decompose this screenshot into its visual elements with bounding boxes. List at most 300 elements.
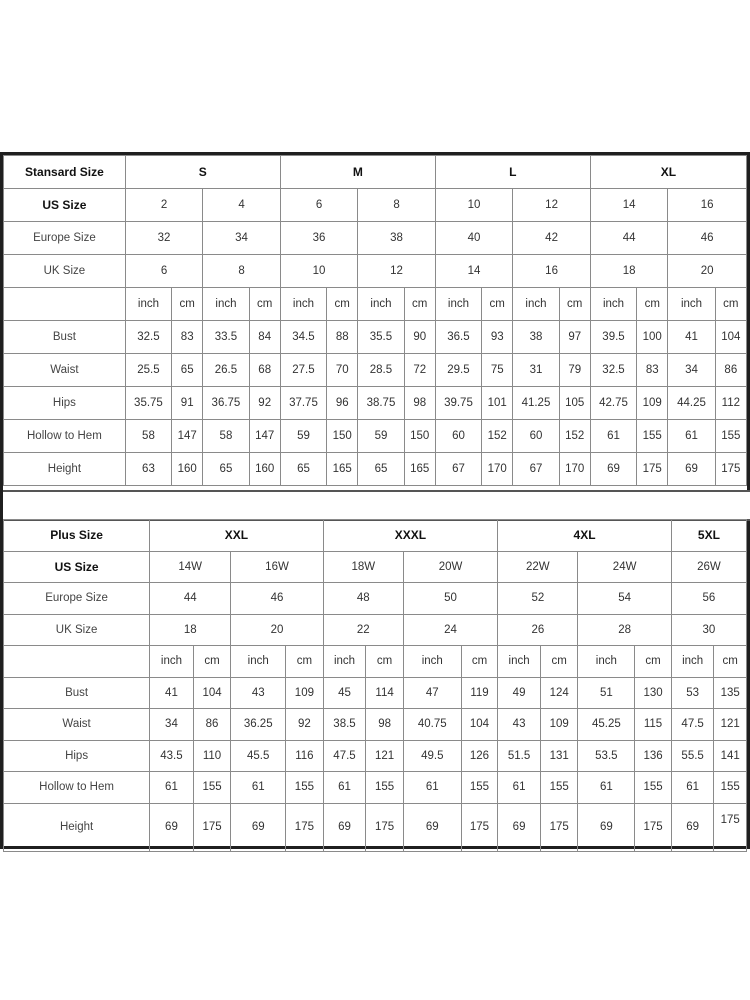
value-text: 36.25 bbox=[243, 718, 273, 731]
cm-value-cell bbox=[714, 677, 747, 709]
value-text: 155 bbox=[549, 781, 569, 794]
inch-value-cell bbox=[403, 709, 461, 741]
measure-row bbox=[4, 677, 747, 709]
inch-value-cell bbox=[280, 321, 326, 354]
value-text: 61 bbox=[425, 781, 439, 794]
inch-value-cell bbox=[280, 420, 326, 453]
value-text: 116 bbox=[295, 749, 314, 762]
table-separator bbox=[3, 490, 750, 521]
cm-value-cell bbox=[714, 803, 747, 851]
value-text: 92 bbox=[298, 718, 311, 731]
value-text: 124 bbox=[549, 686, 569, 699]
inch-value-cell bbox=[498, 803, 541, 851]
value-text: 152 bbox=[487, 430, 507, 442]
value-text: 152 bbox=[565, 430, 585, 442]
value-text: 175 bbox=[642, 463, 662, 475]
cm-value-cell bbox=[286, 740, 324, 772]
value-text: 67 bbox=[529, 463, 543, 475]
value-text: 65 bbox=[297, 463, 310, 475]
cm-value-cell bbox=[249, 420, 280, 453]
value-text: 98 bbox=[413, 397, 427, 409]
inch-value-cell bbox=[280, 354, 326, 387]
unit-cell: cm bbox=[482, 288, 513, 321]
cm-value-cell bbox=[637, 420, 668, 453]
unit-cell: cm bbox=[404, 288, 435, 321]
value-text: 45.5 bbox=[247, 749, 270, 762]
standard-group-row bbox=[4, 156, 747, 189]
value-text: 112 bbox=[721, 397, 740, 409]
unit-cell: inch bbox=[578, 646, 635, 678]
value-text: 28.5 bbox=[369, 364, 393, 376]
inch-value-cell bbox=[513, 420, 559, 453]
empty-cell bbox=[4, 646, 150, 678]
us-size-cell: 12 bbox=[513, 189, 591, 222]
cm-value-cell bbox=[172, 387, 203, 420]
value-text: 61 bbox=[686, 781, 700, 794]
uk-size-cell: 12 bbox=[358, 255, 436, 288]
us-size-cell: 16W bbox=[231, 551, 323, 583]
value-text: 59 bbox=[297, 430, 310, 442]
inch-value-cell bbox=[498, 677, 541, 709]
unit-cell: cm bbox=[327, 288, 358, 321]
value-text: 38.5 bbox=[333, 718, 356, 731]
value-text: 126 bbox=[469, 749, 490, 762]
eu-size-cell: 34 bbox=[203, 222, 281, 255]
row-label: Waist bbox=[4, 354, 126, 387]
cm-value-cell bbox=[559, 453, 590, 486]
value-text: 155 bbox=[202, 781, 222, 794]
unit-cell: cm bbox=[286, 646, 324, 678]
cm-value-cell bbox=[559, 321, 590, 354]
value-text: 170 bbox=[565, 463, 585, 475]
value-text: 110 bbox=[202, 749, 222, 762]
uk-size-cell: 8 bbox=[203, 255, 281, 288]
inch-value-cell bbox=[231, 803, 286, 851]
cm-value-cell bbox=[715, 453, 746, 486]
value-text: 32.5 bbox=[602, 364, 625, 376]
inch-value-cell bbox=[578, 740, 635, 772]
value-text: 43 bbox=[251, 686, 265, 699]
unit-cell: cm bbox=[461, 646, 498, 678]
standard-eu-row bbox=[4, 222, 747, 255]
inch-value-cell bbox=[358, 420, 404, 453]
empty-cell bbox=[4, 288, 126, 321]
value-text: 47.5 bbox=[333, 749, 356, 762]
cm-value-cell bbox=[714, 709, 747, 741]
unit-cell: inch bbox=[513, 288, 559, 321]
inch-value-cell bbox=[203, 321, 249, 354]
cm-value-cell bbox=[249, 453, 280, 486]
cm-value-cell bbox=[327, 420, 358, 453]
inch-value-cell bbox=[578, 772, 635, 804]
value-text: 51 bbox=[599, 686, 613, 699]
inch-value-cell bbox=[403, 803, 461, 851]
standard-uk-row bbox=[4, 255, 747, 288]
value-text: 101 bbox=[487, 397, 507, 409]
standard-us-row bbox=[4, 189, 747, 222]
value-text: 175 bbox=[202, 821, 222, 833]
inch-value-cell bbox=[403, 677, 461, 709]
value-text: 130 bbox=[643, 686, 663, 699]
value-text: 83 bbox=[645, 364, 659, 376]
cm-value-cell bbox=[404, 354, 435, 387]
measure-row bbox=[4, 420, 747, 453]
value-text: 69 bbox=[686, 821, 700, 833]
unit-cell: inch bbox=[280, 288, 326, 321]
value-text: 69 bbox=[599, 821, 613, 833]
inch-value-cell bbox=[435, 354, 481, 387]
measure-row bbox=[4, 803, 747, 851]
cm-value-cell bbox=[482, 453, 513, 486]
inch-value-cell bbox=[358, 387, 404, 420]
inch-value-cell bbox=[578, 803, 635, 851]
inch-value-cell bbox=[435, 420, 481, 453]
cm-value-cell bbox=[286, 803, 324, 851]
inch-value-cell bbox=[668, 453, 715, 486]
group-header: 5XL bbox=[671, 520, 746, 552]
group-header: M bbox=[280, 156, 435, 189]
value-text: 34 bbox=[685, 364, 698, 376]
value-text: 84 bbox=[258, 331, 272, 343]
value-text: 98 bbox=[378, 718, 391, 731]
value-text: 136 bbox=[643, 749, 663, 762]
us-size-cell: 14W bbox=[150, 551, 231, 583]
unit-cell: cm bbox=[249, 288, 280, 321]
cm-value-cell bbox=[404, 420, 435, 453]
value-text: 58 bbox=[219, 430, 233, 442]
row-label: Hips bbox=[4, 387, 126, 420]
value-text: 131 bbox=[549, 749, 569, 762]
value-text: 44.25 bbox=[677, 397, 706, 409]
value-text: 150 bbox=[332, 430, 352, 442]
inch-value-cell bbox=[513, 321, 559, 354]
inch-value-cell bbox=[668, 321, 715, 354]
value-text: 61 bbox=[165, 781, 178, 794]
value-text: 175 bbox=[469, 821, 490, 833]
cm-value-cell bbox=[635, 803, 672, 851]
value-text: 45 bbox=[338, 686, 351, 699]
value-text: 121 bbox=[374, 749, 395, 762]
value-text: 25.5 bbox=[137, 364, 160, 376]
row-label: Height bbox=[4, 453, 126, 486]
inch-value-cell bbox=[671, 677, 714, 709]
cm-value-cell bbox=[404, 387, 435, 420]
value-text: 114 bbox=[375, 686, 394, 699]
group-header: L bbox=[435, 156, 590, 189]
cm-value-cell bbox=[635, 677, 672, 709]
row-label: Bust bbox=[4, 677, 150, 709]
cm-value-cell bbox=[249, 321, 280, 354]
measure-row bbox=[4, 740, 747, 772]
inch-value-cell bbox=[435, 387, 481, 420]
eu-size-cell: 50 bbox=[403, 583, 497, 615]
cm-value-cell bbox=[366, 740, 404, 772]
inch-value-cell bbox=[203, 354, 249, 387]
row-label: Hollow to Hem bbox=[4, 772, 150, 804]
eu-size-cell: 54 bbox=[578, 583, 671, 615]
value-text: 41 bbox=[165, 686, 178, 699]
measure-row bbox=[4, 709, 747, 741]
value-text: 45.25 bbox=[591, 718, 621, 731]
inch-value-cell bbox=[590, 321, 636, 354]
uk-size-cell: 6 bbox=[125, 255, 203, 288]
value-text: 60 bbox=[452, 430, 465, 442]
inch-value-cell bbox=[435, 453, 481, 486]
inch-value-cell bbox=[323, 803, 366, 851]
cm-value-cell bbox=[404, 453, 435, 486]
value-text: 109 bbox=[549, 718, 569, 731]
eu-size-cell: 44 bbox=[150, 583, 231, 615]
cm-value-cell bbox=[637, 387, 668, 420]
inch-value-cell bbox=[150, 709, 194, 741]
inch-value-cell bbox=[150, 740, 194, 772]
unit-cell: inch bbox=[203, 288, 249, 321]
value-text: 115 bbox=[643, 718, 663, 731]
value-text: 75 bbox=[490, 364, 504, 376]
value-text: 175 bbox=[294, 821, 314, 833]
us-size-cell: 2 bbox=[125, 189, 203, 222]
plus-eu-row bbox=[4, 583, 747, 615]
value-text: 155 bbox=[294, 781, 314, 794]
value-text: 69 bbox=[251, 821, 265, 833]
cm-value-cell bbox=[461, 677, 498, 709]
cm-value-cell bbox=[714, 772, 747, 804]
eu-size-cell: 32 bbox=[125, 222, 203, 255]
value-text: 49.5 bbox=[421, 749, 444, 762]
cm-value-cell bbox=[172, 453, 203, 486]
inch-value-cell bbox=[125, 354, 171, 387]
group-header: XXXL bbox=[323, 520, 498, 552]
value-text: 147 bbox=[255, 430, 275, 442]
inch-value-cell bbox=[668, 420, 715, 453]
inch-value-cell bbox=[358, 354, 404, 387]
value-text: 40.75 bbox=[417, 718, 447, 731]
inch-value-cell bbox=[498, 772, 541, 804]
inch-value-cell bbox=[323, 677, 366, 709]
cm-value-cell bbox=[635, 740, 672, 772]
value-text: 100 bbox=[642, 331, 662, 343]
inch-value-cell bbox=[358, 453, 404, 486]
us-size-cell: 26W bbox=[671, 551, 746, 583]
cm-value-cell bbox=[286, 772, 324, 804]
cm-value-cell bbox=[714, 740, 747, 772]
us-size-cell: 10 bbox=[435, 189, 513, 222]
value-text: 121 bbox=[720, 718, 740, 731]
value-text: 61 bbox=[607, 430, 620, 442]
inch-value-cell bbox=[498, 709, 541, 741]
value-text: 69 bbox=[685, 463, 698, 475]
inch-value-cell bbox=[671, 709, 714, 741]
us-size-cell: 6 bbox=[280, 189, 358, 222]
plus-title: Plus Size bbox=[4, 520, 150, 552]
value-text: 59 bbox=[374, 430, 388, 442]
cm-value-cell bbox=[540, 677, 578, 709]
inch-value-cell bbox=[590, 354, 636, 387]
measure-row bbox=[4, 453, 747, 486]
cm-value-cell bbox=[540, 772, 578, 804]
value-text: 155 bbox=[374, 781, 395, 794]
value-text: 43.5 bbox=[160, 749, 183, 762]
value-text: 69 bbox=[338, 821, 351, 833]
eu-size-cell: 40 bbox=[435, 222, 513, 255]
row-label: US Size bbox=[4, 189, 126, 222]
plus-uk-row bbox=[4, 614, 747, 646]
inch-value-cell bbox=[403, 772, 461, 804]
us-size-cell: 20W bbox=[403, 551, 497, 583]
value-text: 61 bbox=[599, 781, 613, 794]
value-text: 70 bbox=[335, 364, 349, 376]
inch-value-cell bbox=[498, 740, 541, 772]
cm-value-cell bbox=[715, 420, 746, 453]
row-label: Europe Size bbox=[4, 222, 126, 255]
value-text: 29.5 bbox=[447, 364, 470, 376]
value-text: 91 bbox=[180, 397, 194, 409]
value-text: 61 bbox=[512, 781, 526, 794]
unit-cell: cm bbox=[637, 288, 668, 321]
inch-value-cell bbox=[671, 772, 714, 804]
value-text: 39.75 bbox=[444, 397, 473, 409]
inch-value-cell bbox=[671, 803, 714, 851]
inch-value-cell bbox=[358, 321, 404, 354]
unit-cell: inch bbox=[125, 288, 171, 321]
uk-size-cell: 10 bbox=[280, 255, 358, 288]
value-text: 104 bbox=[202, 686, 222, 699]
cm-value-cell bbox=[327, 354, 358, 387]
inch-value-cell bbox=[590, 387, 636, 420]
value-text: 55.5 bbox=[681, 749, 704, 762]
cm-value-cell bbox=[327, 453, 358, 486]
unit-cell: cm bbox=[715, 288, 746, 321]
inch-value-cell bbox=[323, 740, 366, 772]
value-text: 43 bbox=[512, 718, 526, 731]
unit-cell: inch bbox=[150, 646, 194, 678]
value-text: 92 bbox=[258, 397, 272, 409]
measure-row bbox=[4, 772, 747, 804]
value-text: 65 bbox=[374, 463, 388, 475]
value-text: 47 bbox=[425, 686, 439, 699]
inch-value-cell bbox=[590, 420, 636, 453]
plus-group-row bbox=[4, 520, 747, 552]
unit-cell: inch bbox=[498, 646, 541, 678]
uk-size-cell: 18 bbox=[150, 614, 231, 646]
inch-value-cell bbox=[231, 740, 286, 772]
row-label: UK Size bbox=[4, 614, 150, 646]
value-text: 41.25 bbox=[521, 397, 551, 409]
value-text: 65 bbox=[180, 364, 194, 376]
cm-value-cell bbox=[482, 387, 513, 420]
value-text: 69 bbox=[512, 821, 526, 833]
unit-cell: inch bbox=[231, 646, 286, 678]
value-text: 67 bbox=[452, 463, 465, 475]
value-text: 36.5 bbox=[447, 331, 470, 343]
cm-value-cell bbox=[540, 803, 578, 851]
cm-value-cell bbox=[193, 709, 231, 741]
value-text: 175 bbox=[374, 821, 395, 833]
value-text: 49 bbox=[512, 686, 526, 699]
value-text: 88 bbox=[335, 331, 349, 343]
inch-value-cell bbox=[513, 387, 559, 420]
unit-cell: cm bbox=[540, 646, 578, 678]
cm-value-cell bbox=[461, 709, 498, 741]
eu-size-cell: 48 bbox=[323, 583, 403, 615]
inch-value-cell bbox=[323, 709, 366, 741]
inch-value-cell bbox=[231, 772, 286, 804]
inch-value-cell bbox=[125, 321, 171, 354]
unit-cell: inch bbox=[671, 646, 714, 678]
cm-value-cell bbox=[193, 803, 231, 851]
value-text: 31 bbox=[529, 364, 543, 376]
unit-cell: inch bbox=[403, 646, 461, 678]
uk-size-cell: 14 bbox=[435, 255, 513, 288]
us-size-cell: 18W bbox=[323, 551, 403, 583]
value-text: 147 bbox=[177, 430, 197, 442]
unit-cell: inch bbox=[435, 288, 481, 321]
value-text: 39.5 bbox=[602, 331, 625, 343]
group-header: 4XL bbox=[498, 520, 672, 552]
value-text: 155 bbox=[643, 781, 663, 794]
uk-size-cell: 20 bbox=[231, 614, 323, 646]
value-text: 135 bbox=[720, 686, 740, 699]
uk-size-cell: 28 bbox=[578, 614, 671, 646]
us-size-cell: 14 bbox=[590, 189, 668, 222]
standard-size-table bbox=[3, 155, 747, 486]
value-text: 69 bbox=[607, 463, 620, 475]
eu-size-cell: 38 bbox=[358, 222, 436, 255]
plus-us-row bbox=[4, 551, 747, 583]
value-text: 53.5 bbox=[595, 749, 618, 762]
measure-row bbox=[4, 321, 747, 354]
value-text: 65 bbox=[219, 463, 233, 475]
value-text: 37.75 bbox=[289, 397, 318, 409]
inch-value-cell bbox=[668, 387, 715, 420]
size-chart bbox=[0, 152, 750, 849]
value-text: 27.5 bbox=[292, 364, 315, 376]
measure-row bbox=[4, 354, 747, 387]
value-text: 79 bbox=[568, 364, 582, 376]
cm-value-cell bbox=[540, 709, 578, 741]
cm-value-cell bbox=[286, 677, 324, 709]
value-text: 155 bbox=[642, 430, 662, 442]
cm-value-cell bbox=[559, 354, 590, 387]
eu-size-cell: 46 bbox=[231, 583, 323, 615]
cm-value-cell bbox=[172, 354, 203, 387]
uk-size-cell: 22 bbox=[323, 614, 403, 646]
cm-value-cell bbox=[637, 354, 668, 387]
us-size-cell: 16 bbox=[668, 189, 747, 222]
inch-value-cell bbox=[403, 740, 461, 772]
cm-value-cell bbox=[327, 321, 358, 354]
inch-value-cell bbox=[231, 677, 286, 709]
value-text: 155 bbox=[469, 781, 490, 794]
value-text: 83 bbox=[180, 331, 194, 343]
value-text: 97 bbox=[568, 331, 582, 343]
uk-size-cell: 18 bbox=[590, 255, 668, 288]
value-text: 34 bbox=[165, 718, 178, 731]
unit-cell: cm bbox=[366, 646, 404, 678]
row-label: US Size bbox=[4, 551, 150, 583]
value-text: 86 bbox=[724, 364, 738, 376]
value-text: 155 bbox=[721, 430, 741, 442]
cm-value-cell bbox=[366, 772, 404, 804]
inch-value-cell bbox=[150, 772, 194, 804]
value-text: 141 bbox=[720, 749, 740, 762]
inch-value-cell bbox=[435, 321, 481, 354]
cm-value-cell bbox=[327, 387, 358, 420]
inch-value-cell bbox=[668, 354, 715, 387]
value-text: 165 bbox=[332, 463, 352, 475]
unit-cell: cm bbox=[714, 646, 747, 678]
cm-value-cell bbox=[715, 387, 746, 420]
